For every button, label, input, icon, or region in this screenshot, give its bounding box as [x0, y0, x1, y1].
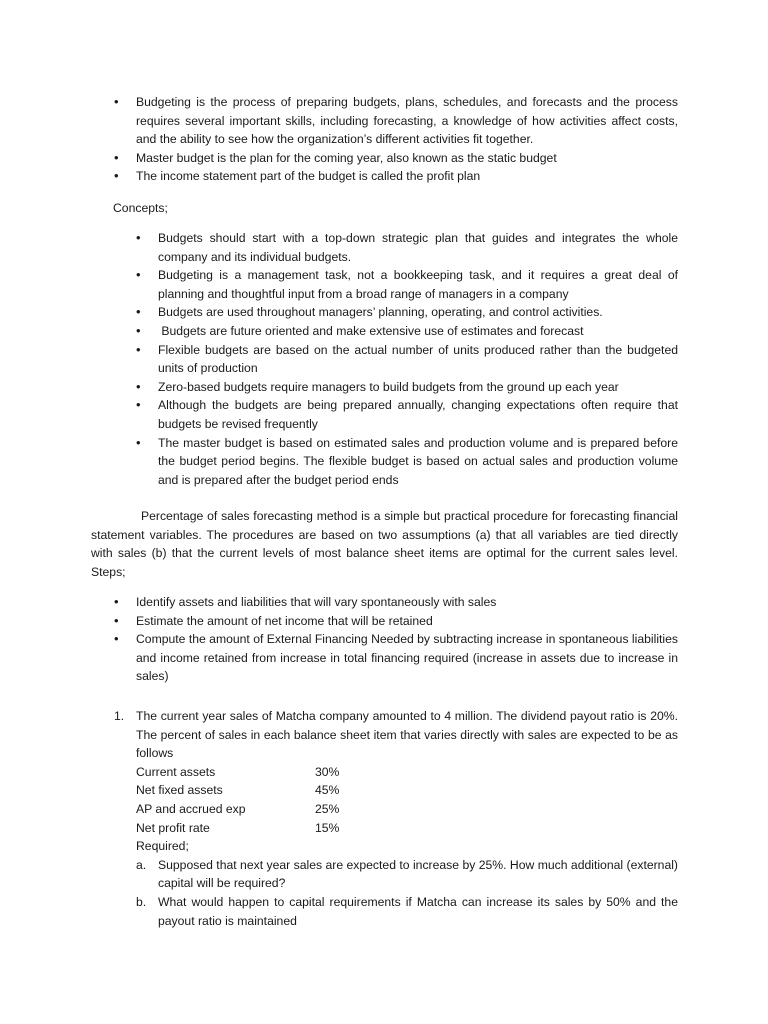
bullet-icon: •	[136, 378, 141, 394]
item-label: Current assets	[136, 764, 216, 779]
item-row	[136, 763, 678, 782]
step-bullet-0: • Identify assets and liabilities that will vary spontaneously with sales	[136, 593, 678, 612]
steps-bullet-list	[114, 593, 678, 686]
bullet-icon: •	[114, 631, 119, 647]
item-row	[136, 781, 678, 800]
problem-1	[114, 707, 678, 930]
concept-bullet-2: • Budgets are used throughout managers’ planning, operating, and control activities.	[158, 303, 678, 322]
bullet-icon: •	[136, 304, 141, 320]
required-label: Required;	[136, 839, 189, 854]
item-label: AP and accrued exp	[136, 801, 246, 816]
step-bullet-2: • Compute the amount of External Financing Needed by subtracting increase in spontaneous liabilities and income retained from increase in total financing required (increase in assets due to increase in sales)	[114, 631, 678, 684]
item-value: 45%	[315, 783, 340, 798]
question-text: What would happen to capital requirements if Matcha can increase its sales by 50% and the payout ratio is maintained	[158, 894, 678, 928]
concept-bullet-5: • Zero-based budgets require managers to build budgets from the ground up each year	[158, 378, 678, 397]
bullet-icon: •	[136, 397, 141, 413]
bullet-icon: •	[114, 612, 119, 628]
concept-bullet-1: • Budgeting is a management task, not a bookkeeping task, and it requires a great deal of planning and thoughtful input from a broad range of managers in a company	[136, 267, 678, 301]
bullet-icon: •	[114, 149, 119, 165]
bullet-icon: •	[114, 94, 119, 109]
bullet-icon: •	[114, 168, 119, 184]
item-label: Net profit rate	[136, 820, 210, 835]
percentage-of-sales-paragraph: Percentage of sales forecasting method is a simple but practical procedure for forecasting financial statement variables. The procedures are based on two assumptions (a) that all variables are tied directly with sales (b) that the current levels of most balance sheet items are optimal for the current sales level. Steps;	[91, 509, 678, 579]
concept-bullet-7: • The master budget is based on estimated sales and production volume and is prepared before the budget period begins. The flexible budget is based on actual sales and production volume and is prepared after the budget period ends	[136, 434, 678, 487]
item-label: Net fixed assets	[136, 783, 223, 798]
intro-bullet-1: • Master budget is the plan for the coming year, also known as the static budget	[136, 149, 678, 168]
problem-number: 1.	[114, 709, 125, 723]
question-text: Supposed that next year sales are expected to increase by 25%. How much additional (external) capital will be required?	[158, 857, 678, 891]
question-b	[136, 893, 678, 930]
question-marker: b.	[136, 894, 147, 909]
bullet-icon: •	[136, 267, 141, 283]
bullet-icon: •	[114, 594, 119, 609]
bullet-icon: •	[136, 434, 141, 450]
intro-bullet-list	[114, 93, 678, 186]
concept-bullet-3: • Budgets are future oriented and make extensive use of estimates and forecast	[158, 322, 678, 341]
question-marker: a.	[136, 857, 147, 872]
item-value: 15%	[315, 820, 340, 835]
concept-bullet-4: • Flexible budgets are based on the actual number of units produced rather than the budgeted units of production	[136, 341, 678, 376]
concept-bullet-0: • Budgets should start with a top-down strategic plan that guides and integrates the whole company and its individual budgets.	[136, 230, 678, 264]
item-value: 25%	[315, 801, 340, 816]
intro-bullet-0: • Budgeting is the process of preparing budgets, plans, schedules, and forecasts and the process requires several important skills, including forecasting, a knowledge of how activities affect costs, and the ability to see how the organization’s different activities fit together.	[114, 94, 678, 147]
bullet-icon: •	[136, 230, 141, 245]
item-row	[136, 819, 678, 838]
concept-bullet-6: • Although the budgets are being prepared annually, changing expectations often require that budgets be revised frequently	[136, 397, 678, 431]
intro-bullet-2: • The income statement part of the budget is called the profit plan	[136, 167, 678, 186]
problem-text: The current year sales of Matcha company amounted to 4 million. The dividend payout ratio is 20%. The percent of sales in each balance sheet item that varies directly with sales are expected to be as follows	[136, 709, 678, 761]
bullet-icon: •	[136, 322, 141, 338]
question-a	[136, 856, 678, 893]
item-value: 30%	[315, 764, 340, 779]
step-bullet-1: • Estimate the amount of net income that will be retained	[136, 612, 678, 631]
balance-sheet-items	[136, 763, 678, 837]
bullet-icon: •	[136, 341, 141, 357]
concepts-heading: Concepts;	[113, 201, 168, 215]
item-row	[136, 800, 678, 819]
concepts-bullet-list	[136, 229, 678, 489]
